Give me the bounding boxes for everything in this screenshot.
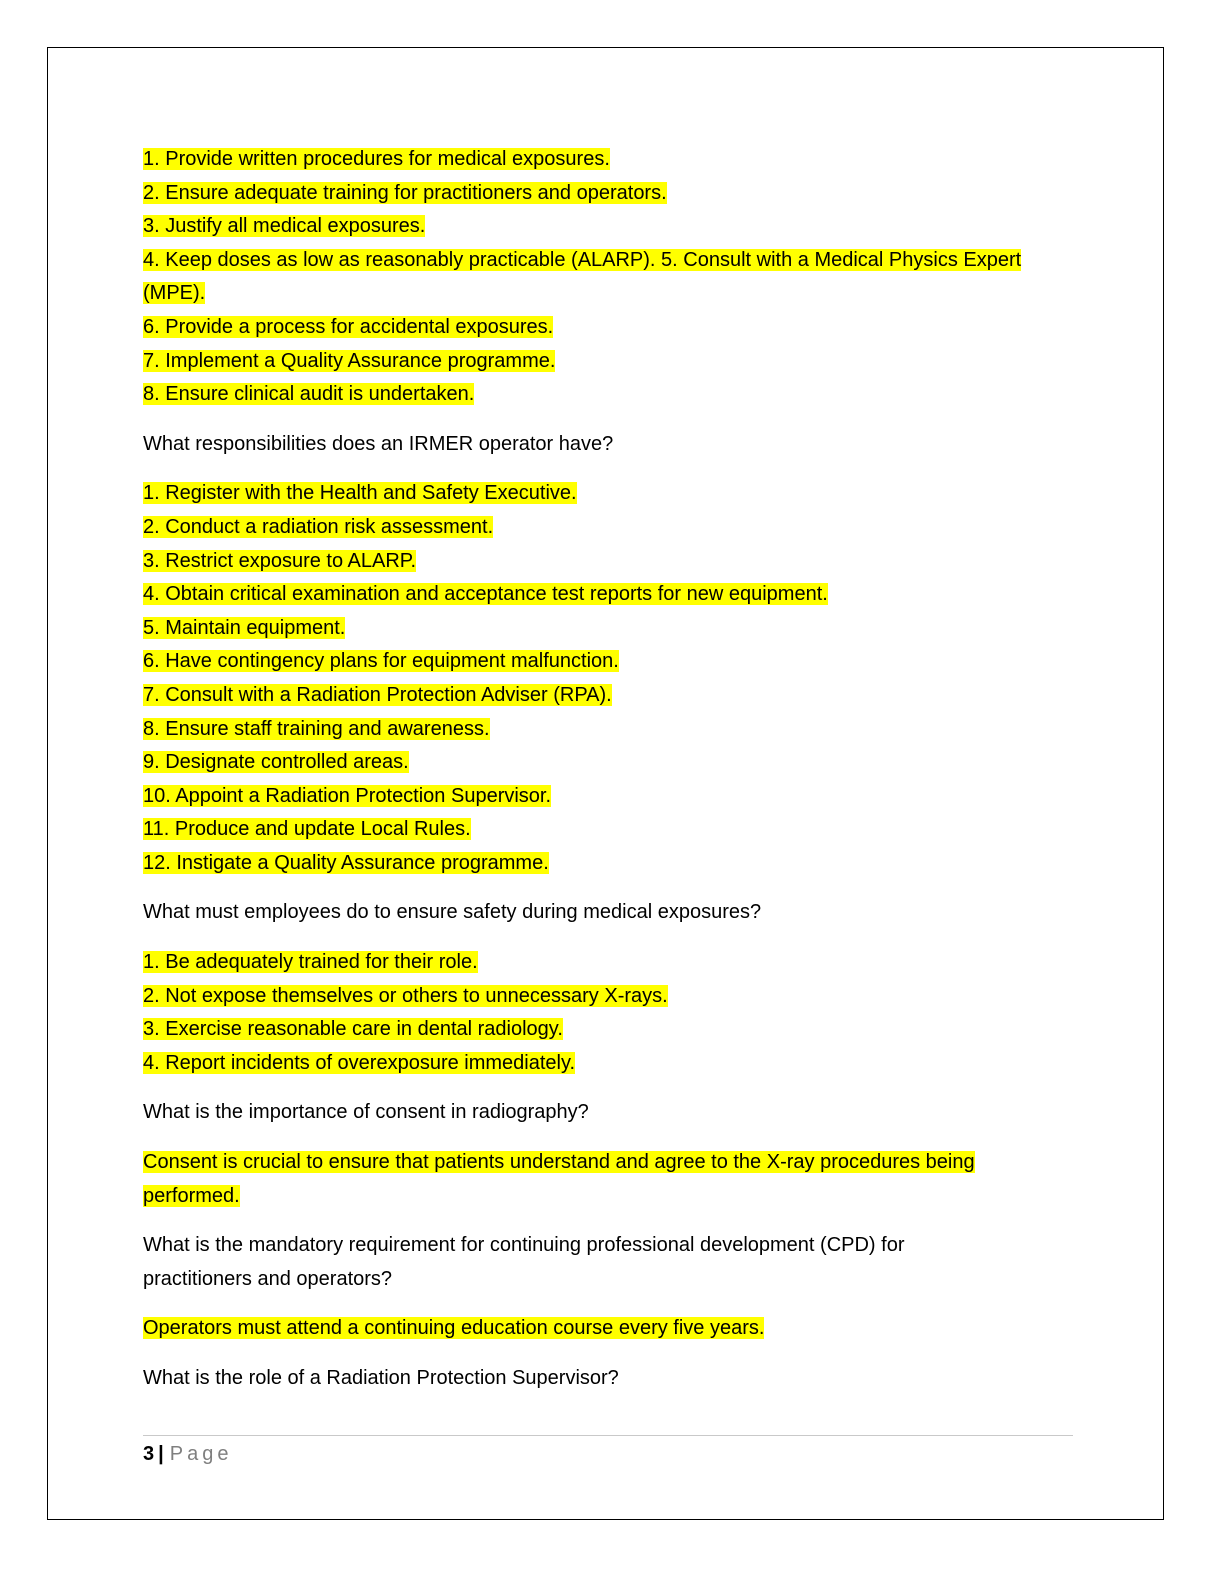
list-item: 11. Produce and update Local Rules. bbox=[143, 818, 471, 841]
list-item: 1. Be adequately trained for their role. bbox=[143, 951, 478, 974]
list-item: 10. Appoint a Radiation Protection Supervisor. bbox=[143, 784, 552, 807]
list-item: 2. Ensure adequate training for practitioners and operators. bbox=[143, 181, 667, 204]
list-item: 4. Report incidents of overexposure immediately. bbox=[143, 1051, 576, 1074]
list-item: 8. Ensure clinical audit is undertaken. bbox=[143, 383, 475, 406]
list-item: 2. Conduct a radiation risk assessment. bbox=[143, 515, 494, 538]
list-item: 7. Implement a Quality Assurance programme. bbox=[143, 349, 556, 372]
operator-responsibilities-list bbox=[143, 477, 1075, 880]
list-item: 4. Obtain critical examination and acceptance test reports for new equipment. bbox=[143, 583, 828, 606]
list-item: 5. Maintain equipment. bbox=[143, 616, 346, 639]
list-item: 9. Designate controlled areas. bbox=[143, 751, 409, 774]
employee-duties-list bbox=[143, 946, 1075, 1080]
footer-separator: | bbox=[158, 1443, 164, 1465]
question-employee-safety: What must employees do to ensure safety during medical exposures? bbox=[143, 901, 762, 924]
question-line: practitioners and operators? bbox=[143, 1267, 393, 1290]
list-item: 3. Restrict exposure to ALARP. bbox=[143, 549, 417, 572]
question-operator-responsibilities: What responsibilities does an IRMER operator have? bbox=[143, 432, 614, 455]
question-cpd bbox=[143, 1229, 1075, 1296]
list-item: 1. Provide written procedures for medical exposures. bbox=[143, 148, 610, 170]
page-label: Page bbox=[169, 1443, 233, 1465]
list-item: 7. Consult with a Radiation Protection Adviser (RPA). bbox=[143, 683, 612, 706]
page-footer bbox=[143, 1440, 232, 1468]
answer-consent bbox=[143, 1146, 1075, 1213]
page-number: 3 bbox=[143, 1443, 155, 1465]
list-item: 12. Instigate a Quality Assurance programme. bbox=[143, 851, 549, 874]
answer-cpd: Operators must attend a continuing education course every five years. bbox=[143, 1317, 765, 1340]
document-body bbox=[143, 143, 1075, 1396]
list-item: 6. Have contingency plans for equipment malfunction. bbox=[143, 650, 619, 673]
footer-divider bbox=[143, 1435, 1073, 1436]
answer-line: Consent is crucial to ensure that patients understand and agree to the X-ray procedures being bbox=[143, 1151, 975, 1174]
question-rps-role: What is the role of a Radiation Protection Supervisor? bbox=[143, 1367, 619, 1389]
list-item: (MPE). bbox=[143, 282, 206, 305]
employer-duties-list bbox=[143, 143, 1075, 412]
answer-line: performed. bbox=[143, 1184, 240, 1207]
list-item: 3. Exercise reasonable care in dental radiology. bbox=[143, 1018, 563, 1041]
list-item: 2. Not expose themselves or others to unnecessary X-rays. bbox=[143, 984, 668, 1007]
list-item: 4. Keep doses as low as reasonably practicable (ALARP). 5. Consult with a Medical Physics Expert bbox=[143, 248, 1022, 271]
list-item: 1. Register with the Health and Safety Executive. bbox=[143, 482, 577, 505]
list-item: 6. Provide a process for accidental exposures. bbox=[143, 315, 554, 338]
list-item: 8. Ensure staff training and awareness. bbox=[143, 717, 490, 740]
question-line: What is the mandatory requirement for continuing professional development (CPD) for bbox=[143, 1234, 905, 1257]
question-consent: What is the importance of consent in radiography? bbox=[143, 1101, 589, 1124]
list-item: 3. Justify all medical exposures. bbox=[143, 215, 426, 238]
